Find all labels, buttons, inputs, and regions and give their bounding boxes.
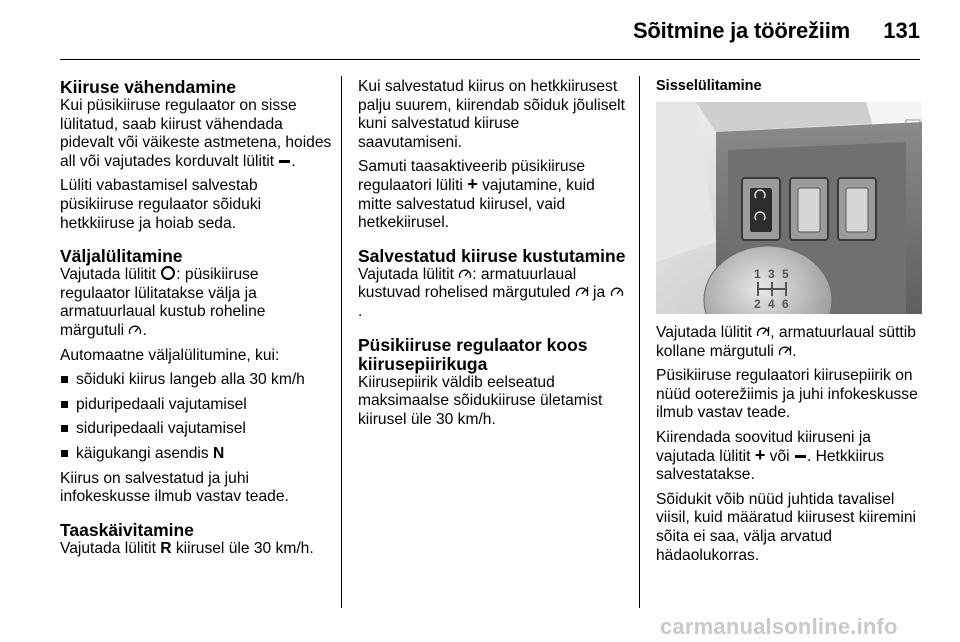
paragraph: Kiirus on salvestatud ja juhi infokeskusse ilmub vastav teade. [60, 469, 289, 506]
speed-limiter-icon [756, 326, 770, 338]
minus-switch-icon [795, 455, 806, 458]
list-item: siduripedaali vajutamisel [60, 420, 332, 439]
paragraph: Sõidukit võib nüüd juhtida tavalisel viisil, kuid määratud kiirusest kiiremini sõita ei saa, välja arvatud hädaolukorras. [656, 490, 916, 564]
column-middle [358, 78, 626, 435]
cruise-control-icon [610, 286, 624, 298]
section-title-switch-off: Väljalülitamine [60, 246, 183, 267]
column-divider [639, 76, 640, 608]
section-title-speed-reduction: Kiiruse vähendamine [60, 77, 237, 97]
gear-label: 1 [754, 267, 761, 281]
paragraph: Kiirusepiirik väldib eelseatud maksimaalse sõidukiiruse ületamist kiirusel üle 30 km/h. [358, 373, 603, 428]
paragraph: Automaatne väljalülitumine, kui: [60, 346, 280, 364]
gear-label: 4 [768, 297, 775, 311]
list-item: sõiduki kiirus langeb alla 30 km/h [60, 371, 332, 390]
gear-label: 5 [782, 267, 789, 281]
bullet-list [60, 371, 332, 463]
list-item: piduripedaali vajutamisel [60, 396, 332, 415]
page-number: 131 [883, 18, 920, 43]
dashboard-switch-photo [656, 102, 922, 314]
watermark: carmanualsonline.info [660, 614, 898, 639]
paragraph: Lüliti vabastamisel salvestab püsikiiruse regulaator sõiduki hetkkiiruse ja hoiab seda. [60, 177, 262, 232]
paragraph: Vajutada lülitit , armatuurlaual süttib kollane märgutuli . [656, 324, 916, 360]
speed-limiter-icon [575, 286, 589, 298]
paragraph: Kui püsikiiruse regulaator on sisse lülitatud, saab kiirust vähendada pidevalt või väikeste astmetena, hoides all või vajutades korduvalt lülitit . [60, 97, 332, 170]
ring-off-switch-icon [161, 266, 175, 280]
paragraph: Vajutada lülitit R kiirusel üle 30 km/h. [60, 539, 314, 557]
plus-switch-icon: + [754, 444, 766, 465]
gear-label: 6 [782, 297, 789, 311]
header-title: Sõitmine ja töörežiim [632, 18, 850, 43]
column-left [60, 78, 332, 564]
cruise-control-icon [128, 324, 142, 336]
paragraph: Vajutada lülitit : armatuurlaual kustuvad rohelised märgutuled ja . [358, 266, 626, 322]
gear-label: 2 [754, 297, 761, 311]
section-title-cruise-limiter: Püsikiiruse regulaator koos kiirusepiirikuga [358, 334, 588, 374]
gear-label: 3 [768, 267, 775, 281]
paragraph: Samuti taasaktiveerib püsikiiruse regulaatori lüliti + vajutamine, kuid mitte salvestatud kiirusel, vaid hetkekiirusel. [358, 158, 595, 232]
column-right [656, 78, 926, 571]
section-title-switch-on: Sisselülitamine [656, 78, 762, 94]
dashboard-illustration [656, 102, 922, 314]
minus-switch-icon [279, 160, 290, 163]
plus-switch-icon: + [467, 173, 478, 194]
r-switch-label: R [160, 539, 172, 557]
cruise-control-icon [458, 268, 472, 280]
list-item: käigukangi asendis N [60, 445, 332, 464]
speed-limiter-icon [778, 345, 792, 357]
section-title-restart: Taaskäivitamine [60, 519, 194, 540]
paragraph: Vajutada lülitit : püsikiiruse regulaator lülitatakse välja ja armatuurlaual kustub roheline märgutuli . [60, 266, 266, 339]
section-title-delete-speed: Salvestatud kiiruse kustutamine [358, 245, 626, 266]
column-divider [341, 76, 342, 608]
paragraph: Püsikiiruse regulaatori kiirusepiirik on nüüd ooterežiimis ja juhi infokeskusse ilmub vastav teade. [656, 367, 918, 422]
page-header [60, 0, 920, 60]
paragraph: Kiirendada soovitud kiiruseni ja vajutada lülitit + või . Hetkkiirus salvestatakse. [656, 428, 885, 484]
paragraph: Kui salvestatud kiirus on hetkkiirusest palju suurem, kiirendab sõiduk jõuliselt kuni salvestatud kiiruse saavutamiseni. [358, 78, 625, 151]
